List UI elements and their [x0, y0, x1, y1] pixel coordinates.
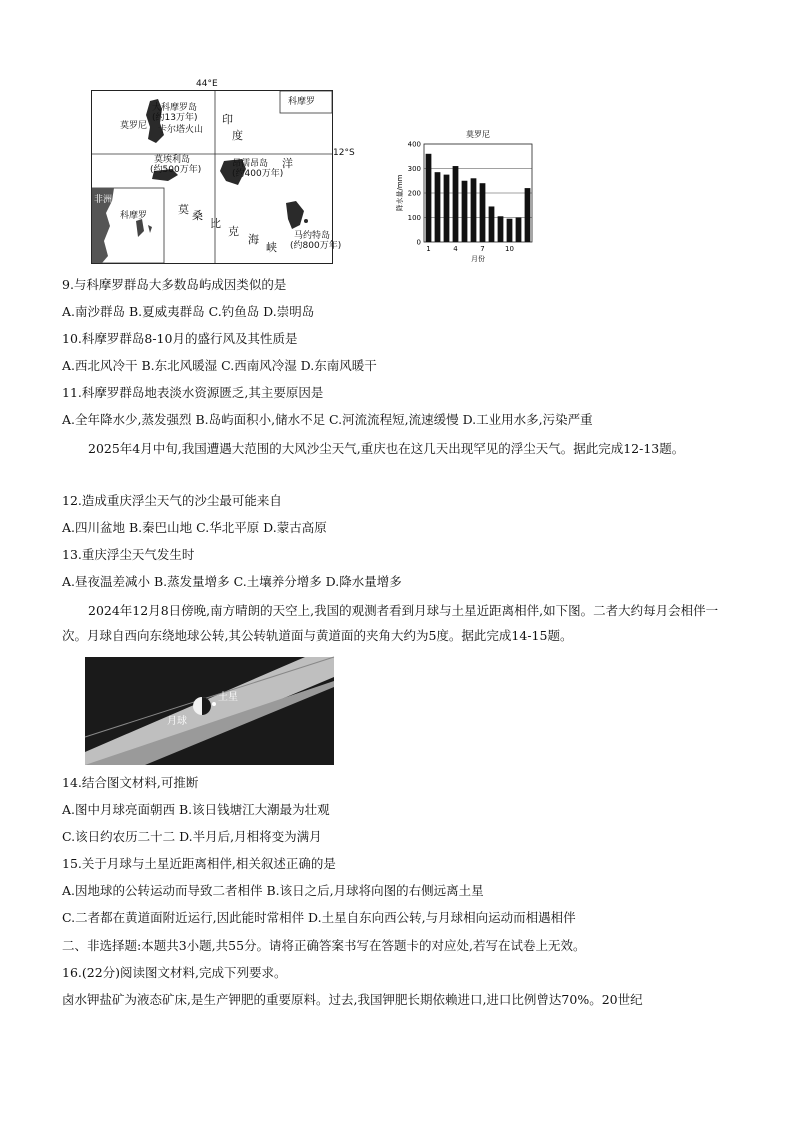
q15-stem: 15.关于月球与土星近距离相伴,相关叙述正确的是 [62, 856, 336, 871]
q14-options-1: A.图中月球亮面朝西 B.该日钱塘江大潮最为壮观 [62, 802, 330, 817]
city-moroni: 莫罗尼 [120, 121, 148, 131]
y-tick-label: 400 [407, 140, 421, 149]
island-mayotte-pop: (约800万年) [290, 241, 342, 251]
q10-stem: 10.科摩罗群岛8-10月的盛行风及其性质是 [62, 331, 298, 346]
y-tick-label: 100 [407, 214, 421, 222]
intro-14-15: 2024年12月8日傍晚,南方晴朗的天空上,我国的观测者看到月球与土星近距离相伴,如下图。二者大约每月会相伴一次。月球自西向东绕地球公转,其公转轨道面与黄道面的夹角大约为5度。据此完成14-15题。 [62, 603, 719, 643]
x-tick-label: 4 [453, 245, 458, 253]
inset-comoros-label: 科摩罗 [120, 211, 148, 221]
strait-char-2: 桑 [192, 209, 203, 222]
q11-stem: 11.科摩罗群岛地表淡水资源匮乏,其主要原因是 [62, 385, 324, 400]
bar-month-10 [507, 219, 513, 242]
bar-month-5 [462, 181, 468, 242]
volcano-label: 卡尔塔火山 [158, 125, 204, 135]
bar-month-2 [435, 172, 441, 242]
x-tick-label: 1 [426, 245, 431, 253]
y-axis-label: 降水量/mm [396, 174, 404, 212]
precipitation-chart [396, 128, 546, 270]
strait-char-5: 海 [248, 233, 259, 246]
inset-title: 科摩罗 [288, 97, 316, 107]
y-tick-label: 300 [407, 165, 421, 173]
bar-month-3 [444, 175, 450, 242]
y-tick-label: 200 [407, 189, 421, 198]
ocean-char-3: 洋 [282, 157, 293, 170]
x-tick-label: 7 [480, 245, 485, 253]
island-grande-comore: 大科摩罗岛 [152, 103, 198, 113]
q13-options: A.昼夜温差减小 B.蒸发量增多 C.土壤养分增多 D.降水量增多 [62, 574, 402, 589]
bar-month-11 [516, 218, 522, 243]
chart-svg [396, 128, 546, 270]
q13-stem: 13.重庆浮尘天气发生时 [62, 547, 195, 562]
q14-stem: 14.结合图文材料,可推断 [62, 775, 199, 790]
section-2-heading: 二、非选择题:本题共3小题,共55分。请将正确答案书写在答题卡的对应处,若写在试卷上无效。 [62, 938, 586, 953]
photo-graphic [85, 657, 334, 765]
strait-char-4: 克 [228, 225, 239, 238]
q10-options: A.西北风冷干 B.东北风暖湿 C.西南风冷湿 D.东南风暖干 [62, 358, 377, 373]
moon-label: 月球 [167, 716, 187, 727]
q9-stem: 9.与科摩罗群岛大多数岛屿成因类似的是 [62, 277, 287, 292]
bar-month-4 [453, 166, 459, 242]
x-axis-label: 月份 [471, 255, 485, 263]
latitude-label: 12°S [333, 148, 355, 158]
island-mayotte: 马约特岛 [294, 231, 331, 241]
y-tick-label: 0 [416, 238, 421, 247]
bar-month-8 [489, 206, 495, 242]
intro-12-13: 2025年4月中旬,我国遭遇大范围的大风沙尘天气,重庆也在这几天出现罕见的浮尘天气。据此完成12-13题。 [88, 441, 685, 456]
inset-africa-label: 非洲 [94, 195, 113, 205]
q11-options: A.全年降水少,蒸发强烈 B.岛屿面积小,储水不足 C.河流流程短,流速缓慢 D.工业用水多,污染严重 [62, 412, 593, 427]
strait-char-3: 比 [210, 217, 221, 230]
q15-options-1: A.因地球的公转运动而导致二者相伴 B.该日之后,月球将向图的右侧远离土星 [62, 883, 484, 898]
bar-month-1 [426, 154, 432, 242]
strait-char-6: 峡 [266, 241, 277, 254]
island-anjouan: 昂儒昂岛 [232, 159, 269, 169]
bar-month-9 [498, 216, 504, 242]
x-tick-label: 10 [505, 245, 514, 253]
island-moheli: 莫埃利岛 [154, 155, 191, 165]
island-anjouan-pop: (约400万年) [232, 169, 284, 179]
q15-options-2: C.二者都在黄道面附近运行,因此能时常相伴 D.土星自东向西公转,与月球相向运动而相遇相伴 [62, 910, 576, 925]
longitude-label: 44°E [196, 79, 218, 89]
q16-stem: 16.(22分)阅读图文材料,完成下列要求。 [62, 965, 287, 980]
island-moheli-pop: (约500万年) [150, 165, 202, 175]
chart-title: 莫罗尼 [466, 130, 490, 139]
ocean-char-1: 印 [222, 113, 233, 126]
bar-month-7 [480, 183, 486, 242]
moon-saturn-photo [85, 657, 334, 765]
ocean-char-2: 度 [232, 129, 243, 142]
island-grande-comore-pop: (约13万年) [152, 113, 198, 123]
saturn-label: 土星 [218, 692, 238, 703]
q14-options-2: C.该日约农历二十二 D.半月后,月相将变为满月 [62, 829, 322, 844]
q12-stem: 12.造成重庆浮尘天气的沙尘最可能来自 [62, 493, 282, 508]
bar-month-6 [471, 178, 477, 242]
q12-options: A.四川盆地 B.秦巴山地 C.华北平原 D.蒙古高原 [62, 520, 327, 535]
strait-char-1: 莫 [178, 203, 189, 216]
q9-options: A.南沙群岛 B.夏威夷群岛 C.钓鱼岛 D.崇明岛 [62, 304, 315, 319]
bar-month-12 [525, 188, 531, 242]
q16-text: 卤水钾盐矿为液态矿床,是生产钾肥的重要原料。过去,我国钾肥长期依赖进口,进口比例曾达70%。20世纪 [62, 992, 643, 1007]
comoros-map [91, 90, 342, 264]
